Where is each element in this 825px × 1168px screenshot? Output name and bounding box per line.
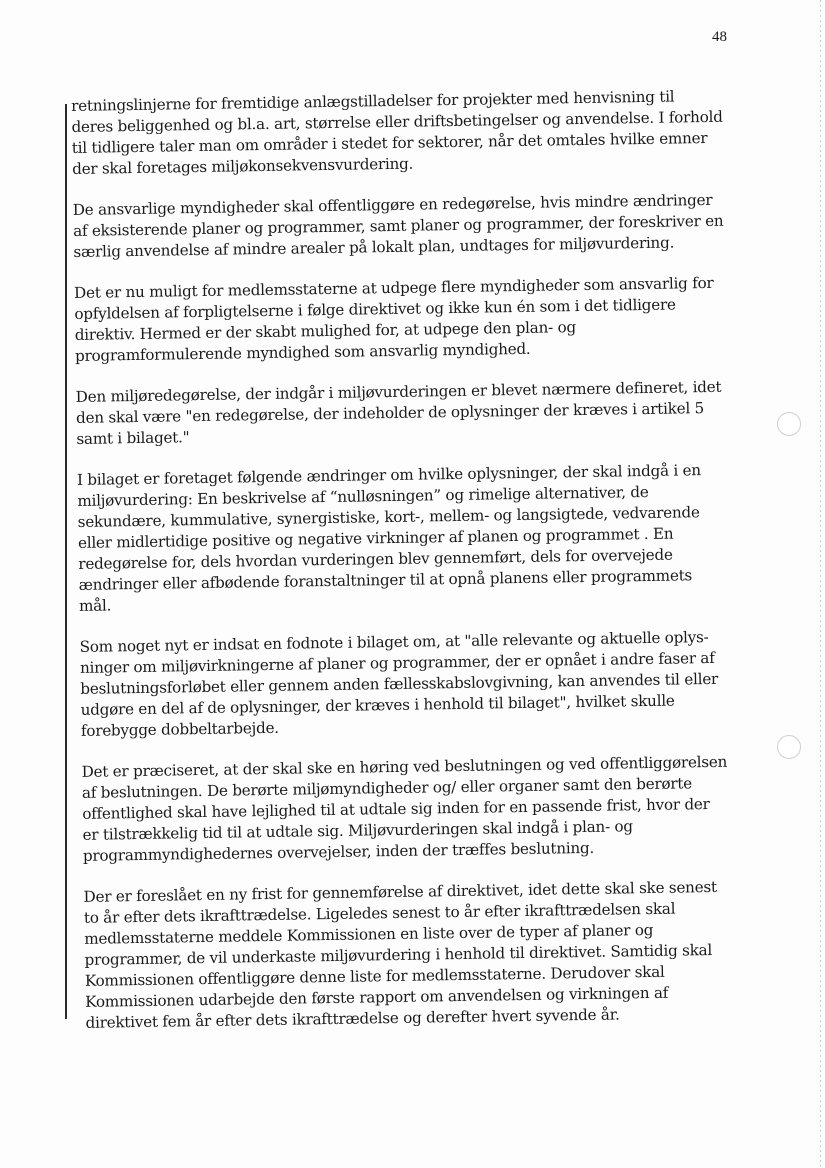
paragraph-annex-changes: I bilaget er foretaget følgende ændringer om hvilke oplysninger, der skal indgå i en miljøvurdering: En beskrivelse af “nulløsningen” og rimelige alternativer, de sekundære, kummulative, synergistiske, kort-, mellem- og langsigtede, vedvarende eller midlertidige positive og negative virkninger af planen og programmet . En redegørelse for, dels hvordan vurderingen blev gennemført, dels for overvejede ændringer eller afbødende foranstaltninger til at opnå planens eller programmets mål. — [76, 461, 701, 615]
punch-hole-lower — [777, 735, 801, 759]
paragraph-minor-changes: De ansvarlige myndigheder skal offentliggøre en redegørelse, hvis mindre ændringer af eksisterende planer og programmer, samt planer og programmer, der foreskriver en særlig anvendelse af mindre arealer på lokalt plan, undtages for miljøvurdering. — [72, 190, 724, 261]
margin-change-bar — [65, 104, 67, 1019]
document-body — [71, 85, 756, 1053]
paragraph-footnote: Som noget nyt er indsat en fodnote i bilaget om, at "alle relevante og aktuelle oplys- ninger om miljøvirkningerne af planer og programmer, der er opnået i andre faser af beslutningsforløbet eller gennem anden fællesskabslovgivning, kan anvendes til eller udgøre en del af de oplysninger, der kræves i henhold til bilaget", hvilket skulle forebygge dobbeltarbejde. — [79, 628, 719, 740]
page-edge-shadow — [820, 0, 821, 1168]
paragraph-deadline: Der er foreslået en ny frist for gennemførelse af direktivet, idet dette skal ske senest to år efter dets ikrafttrædelse. Ligeledes senest to år efter ikrafttrædelsen skal medlemsstaterne meddele Kommissionen en liste over de typer af planer og programmer, de vil underkaste miljøvurdering i henhold til direktivet. Samtidig skal Kommissionen offentliggøre denne liste for medlemsstaterne. Derudover skal Kommissionen udarbejde den første rapport om anvendelsen og virkningen af direktivet fem år efter dets ikrafttrædelse og derefter hvert syvende år. — [83, 877, 717, 1032]
paragraph-authorities: Det er nu muligt for medlemsstaterne at udpege flere myndigheder som ansvarlig for opfyldelsen af forpligtelserne i følge direktivet og ikke kun én som i det tidligere direktiv. Hermed er der skabt mulighed for, at udpege den plan- og programformulerende myndighed som ansvarlig myndighed. — [73, 273, 714, 365]
paragraph-environmental-report: Den miljøredegørelse, der indgår i miljøvurderingen er blevet nærmere defineret, idet den skal være "en redegørelse, der indeholder de oplysninger der kræves i artikel 5 samt i bilaget." — [75, 377, 722, 448]
paragraph-consultation: Det er præciseret, at der skal ske en høring ved beslutningen og ved offentliggørelsen af beslutningen. De berørte miljømyndigheder og/ eller organer samt den berørte offentlighed skal have lejlighed til at udtale sig inden for en passende frist, hvor der er tilstrækkelig tid til at udtale sig. Miljøvurderingen skal indgå i plan- og programmyndighedernes overvejelser, inden der træffes beslutning. — [81, 752, 728, 865]
paragraph-scope-areas: retningslinjerne for fremtidige anlægstilladelser for projekter med henvisning til deres beliggenhed og bl.a. art, størrelse eller driftsbetingelser og anvendelse. I forhold til tidligere taler man om områder i stedet for sektorer, når det omtales hvilke emner der skal foretages miljøkonsekvensvurdering. — [71, 87, 723, 178]
page-number: 48 — [712, 29, 727, 45]
punch-hole-upper — [777, 412, 801, 436]
